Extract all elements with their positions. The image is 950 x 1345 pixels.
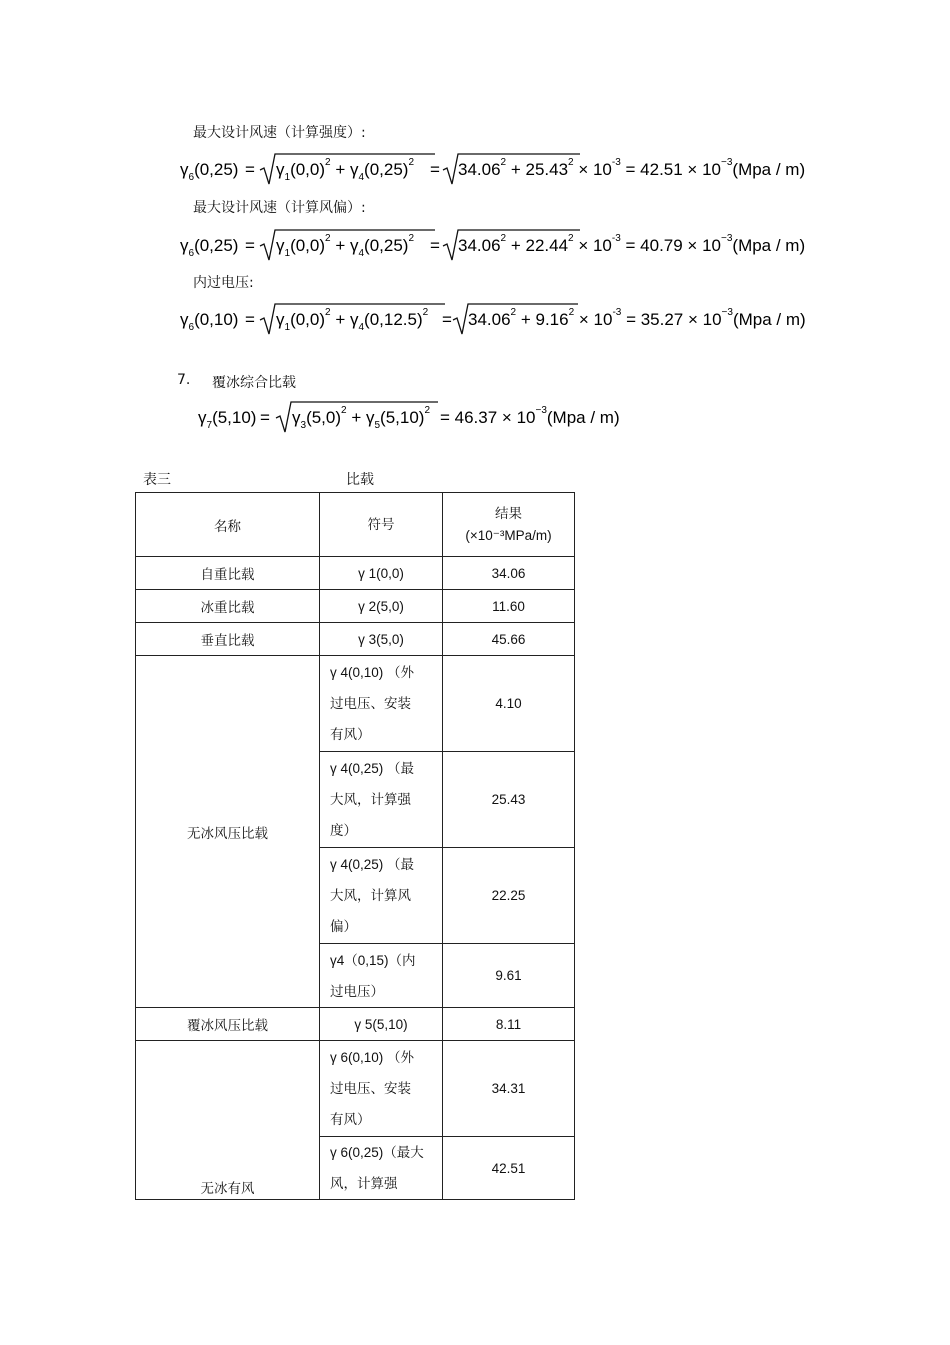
- row-symbol: γ 5(5,10): [320, 1008, 443, 1041]
- symbol-line: γ4（0,15)（内: [330, 952, 416, 968]
- svg-text:γ6(0,25): $\gamma_6(0,25)$: [180, 236, 239, 259]
- svg-text:γ6(0,25): $\gamma_6(0,25)$: [180, 160, 239, 183]
- svg-text:34.062 + 22.442 × 10-3 = 40.79: $34.06^2 + 22.44^2 \times 10^{-3} = 40.79 \times 10^{-3}(Mpa / m)$: [458, 233, 806, 255]
- symbol-line: 过电压、安装: [330, 1081, 411, 1096]
- formula-gamma6-strength: [180, 150, 810, 190]
- row-name: 垂直比载: [136, 623, 320, 656]
- symbol-line: γ 4(0,25) （最: [330, 857, 415, 872]
- svg-text:γ1(0,0)2 + γ4(0,12.5)2: $\gamma_1(0,0)^2 + \gamma_4(0,12.5)^2$: [276, 307, 429, 333]
- row-symbol: [320, 1041, 443, 1137]
- svg-text:=: =: [260, 408, 270, 427]
- svg-text:=: =: [430, 236, 440, 255]
- specific-load-table: [135, 492, 575, 1200]
- header-result: [443, 493, 575, 557]
- table-row: [136, 590, 575, 623]
- header-result-line2: (×10⁻³MPa/m): [465, 527, 552, 543]
- symbol-line: 过电压、安装: [330, 696, 411, 711]
- header-name: 名称: [136, 493, 320, 557]
- label-max-wind-strength: 最大设计风速（计算强度）:: [193, 125, 366, 141]
- svg-text:=: =: [430, 160, 440, 179]
- row-name: 冰重比载: [136, 590, 320, 623]
- symbol-line: 风，计算强: [330, 1176, 398, 1191]
- row-value: 4.10: [443, 656, 575, 752]
- symbol-line: γ 6(0,10) （外: [330, 1050, 415, 1065]
- symbol-line: 偏）: [330, 919, 357, 934]
- symbol-line: 有风）: [330, 727, 371, 742]
- item7-title: 覆冰综合比载: [212, 375, 296, 391]
- row-value: 34.06: [443, 557, 575, 590]
- table-row: [136, 1041, 575, 1137]
- row-symbol: [320, 944, 443, 1008]
- header-result-line1: 结果: [495, 505, 522, 521]
- row-symbol: [320, 1137, 443, 1200]
- svg-text:=: =: [245, 160, 255, 179]
- row-symbol: [320, 752, 443, 848]
- row-value: 45.66: [443, 623, 575, 656]
- svg-text:γ6(0,10): $\gamma_6(0,10)$: [180, 310, 239, 333]
- row-symbol: γ 1(0,0): [320, 557, 443, 590]
- group-name-no-ice-with-wind: 无冰有风: [136, 1041, 320, 1200]
- symbol-line: γ 6(0,25)（最大: [330, 1145, 424, 1160]
- group-name-no-ice-wind: 无冰风压比载: [136, 656, 320, 1008]
- label-max-wind-deflection: 最大设计风速（计算风偏）:: [193, 200, 366, 216]
- svg-text:γ3(5,0)2 + γ5(5,10)2: $\gamma_3(5,0)^2 + \gamma_5(5,10)^2$: [292, 405, 431, 431]
- f1-numbers: $34.06^2 + 25.43^2 \times 10^{-3} = 42.51 \times 10^{-3}(Mpa / m)$: [458, 157, 806, 179]
- symbol-line: γ 4(0,10) （外: [330, 665, 415, 680]
- svg-text:= 46.37 × 10−3(Mpa / m): = $46.37 \times 10^{-3}(Mpa / m)$: [440, 405, 620, 427]
- symbol-line: 大风，计算强: [330, 792, 411, 807]
- svg-text:34.062 + 9.162 × 10-3 = 35.27: $34.06^2 + 9.16^2 \times 10^{-3} = 35.27 \times 10^{-3}(Mpa / m)$: [468, 307, 806, 329]
- svg-text:γ1(0,0)2 + γ4(0,25)2: $\gamma_1(0,0)^2 + \gamma_4(0,25)^2$: [276, 157, 415, 183]
- table-header-row: [136, 493, 575, 557]
- formula-gamma6-internal: [180, 300, 810, 340]
- row-value: 8.11: [443, 1008, 575, 1041]
- svg-text:γ1(0,0)2 + γ4(0,25)2: $\gamma_1(0,0)^2 + \gamma_4(0,25)^2$: [276, 233, 415, 259]
- symbol-line: 过电压）: [330, 983, 384, 999]
- row-symbol: [320, 656, 443, 752]
- table-row: [136, 656, 575, 752]
- row-symbol: [320, 848, 443, 944]
- svg-text:γ7(5,10): $\gamma_7(5,10)$: [198, 408, 257, 431]
- svg-text:=: =: [245, 310, 255, 329]
- svg-text:=: =: [442, 310, 452, 329]
- symbol-line: 有风）: [330, 1112, 371, 1127]
- symbol-line: 大风，计算风: [330, 888, 411, 903]
- svg-text:=: =: [245, 236, 255, 255]
- row-value: 11.60: [443, 590, 575, 623]
- table-caption-number: 表三: [143, 472, 171, 488]
- table-row: [136, 1008, 575, 1041]
- symbol-line: 度）: [330, 823, 357, 838]
- table-row: [136, 557, 575, 590]
- symbol-line: γ 4(0,25) （最: [330, 761, 415, 776]
- row-value: 22.25: [443, 848, 575, 944]
- row-value: 9.61: [443, 944, 575, 1008]
- row-symbol: γ 3(5,0): [320, 623, 443, 656]
- row-value: 34.31: [443, 1041, 575, 1137]
- row-symbol: γ 2(5,0): [320, 590, 443, 623]
- formula-gamma6-deflection: [180, 226, 810, 266]
- header-symbol: 符号: [320, 493, 443, 557]
- row-value: 42.51: [443, 1137, 575, 1200]
- table-caption-title: 比载: [346, 472, 374, 488]
- row-name: 自重比载: [136, 557, 320, 590]
- row-name: 覆冰风压比载: [136, 1008, 320, 1041]
- row-value: 25.43: [443, 752, 575, 848]
- formula-gamma7: [198, 398, 638, 438]
- item7-number: 7.: [177, 372, 191, 388]
- table-row: [136, 623, 575, 656]
- label-internal-overvoltage: 内过电压:: [193, 275, 254, 291]
